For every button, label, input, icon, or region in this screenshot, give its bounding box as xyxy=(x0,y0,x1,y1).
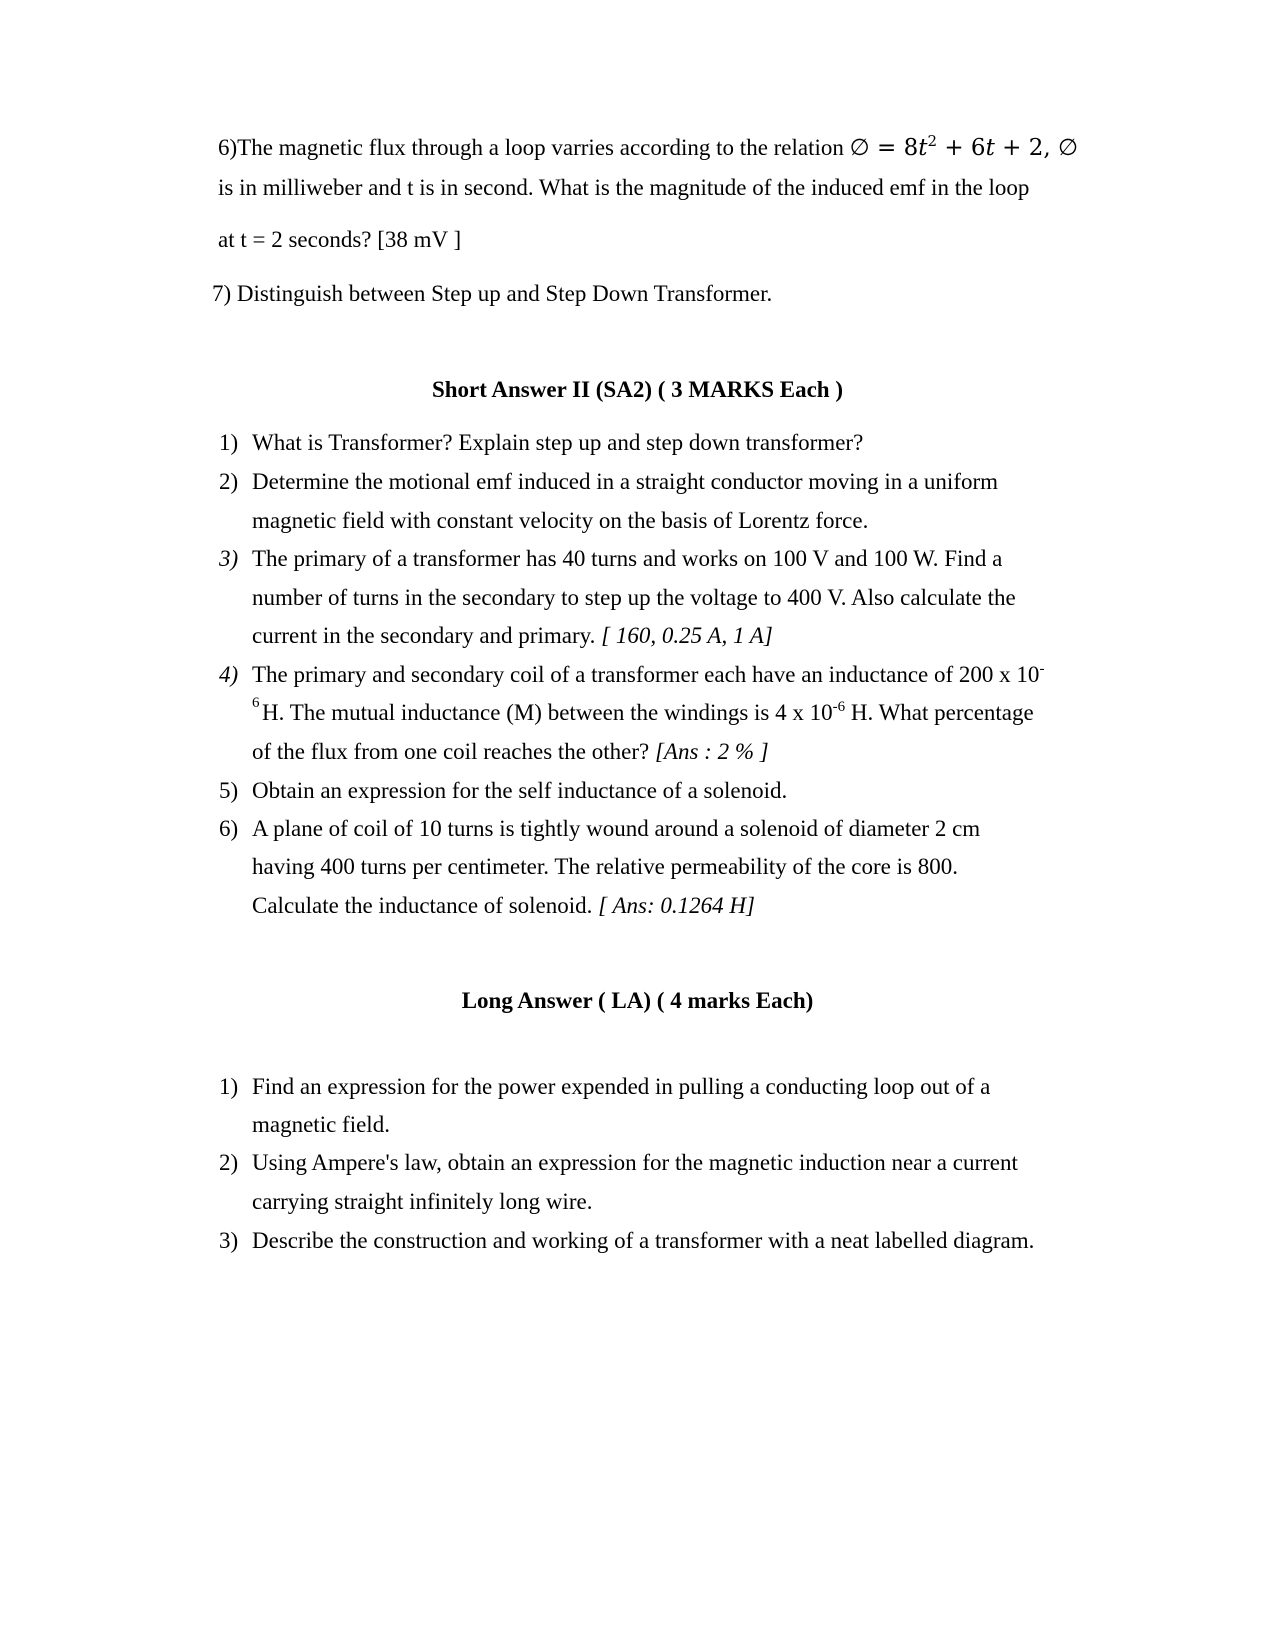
sa2-item-3-line-1: The primary of a transformer has 40 turns and works on 100 V and 100 W. Find a xyxy=(252,546,1003,571)
sa2-item-3-line-3-text: current in the secondary and primary. xyxy=(252,623,602,648)
sa2-item-4-line-3-text: of the flux from one coil reaches the other? xyxy=(252,739,655,764)
sa2-item-6-line-3-text: Calculate the inductance of solenoid. xyxy=(252,893,599,918)
flux-symbol: ∅ xyxy=(849,135,870,161)
sa2-item-3-line-2: number of turns in the secondary to step up the voltage to 400 V. Also calculate the xyxy=(252,585,1016,610)
sa2-item-4-line-3 xyxy=(252,738,769,766)
la-item-1-line-2: magnetic field. xyxy=(252,1112,390,1137)
la-item-3-number: 3) xyxy=(219,1228,239,1253)
sa2-item-1-line-1: What is Transformer? Explain step up and step down transformer? xyxy=(252,430,864,455)
la-item-1-line-1: Find an expression for the power expended in pulling a conducting loop out of a xyxy=(252,1074,991,1099)
equation-part-3: + 2, ∅ xyxy=(994,135,1078,161)
sa2-item-2-number: 2) xyxy=(219,469,239,494)
sa2-item-3-answer: [ 160, 0.25 A, 1 A] xyxy=(601,623,773,648)
equation-part-2: + 6 xyxy=(937,135,986,161)
sa2-item-4-line-1 xyxy=(252,661,1044,689)
sa2-item-4-line-2-text-b: H. What percentage xyxy=(845,700,1034,725)
q6-line-1-text: 6)The magnetic flux through a loop varries according to the relation xyxy=(218,135,850,160)
la-item-3-line-1: Describe the construction and working of a transformer with a neat labelled diagram. xyxy=(252,1228,1035,1253)
la-heading: Long Answer ( LA) ( 4 marks Each) xyxy=(461,988,814,1013)
sa2-item-6-line-1: A plane of coil of 10 turns is tightly wound around a solenoid of diameter 2 cm xyxy=(252,816,981,841)
sa2-item-4-line-2-leading-superscript: 6 xyxy=(252,695,260,711)
equation-exponent: 2 xyxy=(927,132,938,150)
sa2-item-3-line-3 xyxy=(252,622,773,650)
sa2-heading: Short Answer II (SA2) ( 3 MARKS Each ) xyxy=(431,377,844,402)
q6-line-3: at t = 2 seconds? [38 mV ] xyxy=(218,227,462,252)
sa2-item-6-answer: [ Ans: 0.1264 H] xyxy=(598,893,755,918)
equation-part-1: = 8 xyxy=(869,135,919,161)
sa2-item-4-answer: [Ans : 2 % ] xyxy=(654,739,769,764)
equation-variable-t-2: t xyxy=(985,135,995,161)
sa2-item-4-line-1-superscript: - xyxy=(1039,661,1045,677)
sa2-item-3-number: 3) xyxy=(219,546,239,571)
sa2-item-2-line-2: magnetic field with constant velocity on the basis of Lorentz force. xyxy=(252,508,869,533)
sa2-item-1-number: 1) xyxy=(219,430,239,455)
sa2-item-4-line-2-superscript: -6 xyxy=(832,699,846,715)
q6-line-1 xyxy=(218,134,1078,162)
q7-line: 7) Distinguish between Step up and Step Down Transformer. xyxy=(212,281,773,306)
q6-line-2: is in milliweber and t is in second. What is the magnitude of the induced emf in the loop xyxy=(218,175,1030,200)
equation-variable-t: t xyxy=(918,135,928,161)
sa2-item-4-number: 4) xyxy=(219,662,239,687)
la-item-2-line-1: Using Ampere's law, obtain an expression for the magnetic induction near a current xyxy=(252,1150,1018,1175)
sa2-item-4-line-2 xyxy=(262,699,1034,727)
la-item-1-number: 1) xyxy=(219,1074,239,1099)
sa2-item-6-line-2: having 400 turns per centimeter. The relative permeability of the core is 800. xyxy=(252,854,958,879)
la-item-2-number: 2) xyxy=(219,1150,239,1175)
sa2-item-4-line-2-text-a: H. The mutual inductance (M) between the windings is 4 x 10 xyxy=(262,700,833,725)
sa2-item-5-number: 5) xyxy=(219,778,239,803)
sa2-item-6-line-3 xyxy=(252,892,755,920)
la-item-2-line-2: carrying straight infinitely long wire. xyxy=(252,1189,593,1214)
sa2-item-2-line-1: Determine the motional emf induced in a straight conductor moving in a uniform xyxy=(252,469,999,494)
sa2-item-4-line-1-text: The primary and secondary coil of a transformer each have an inductance of 200 x 10 xyxy=(252,662,1040,687)
sa2-item-5-line-1: Obtain an expression for the self inductance of a solenoid. xyxy=(252,778,788,803)
sa2-item-6-number: 6) xyxy=(219,816,239,841)
